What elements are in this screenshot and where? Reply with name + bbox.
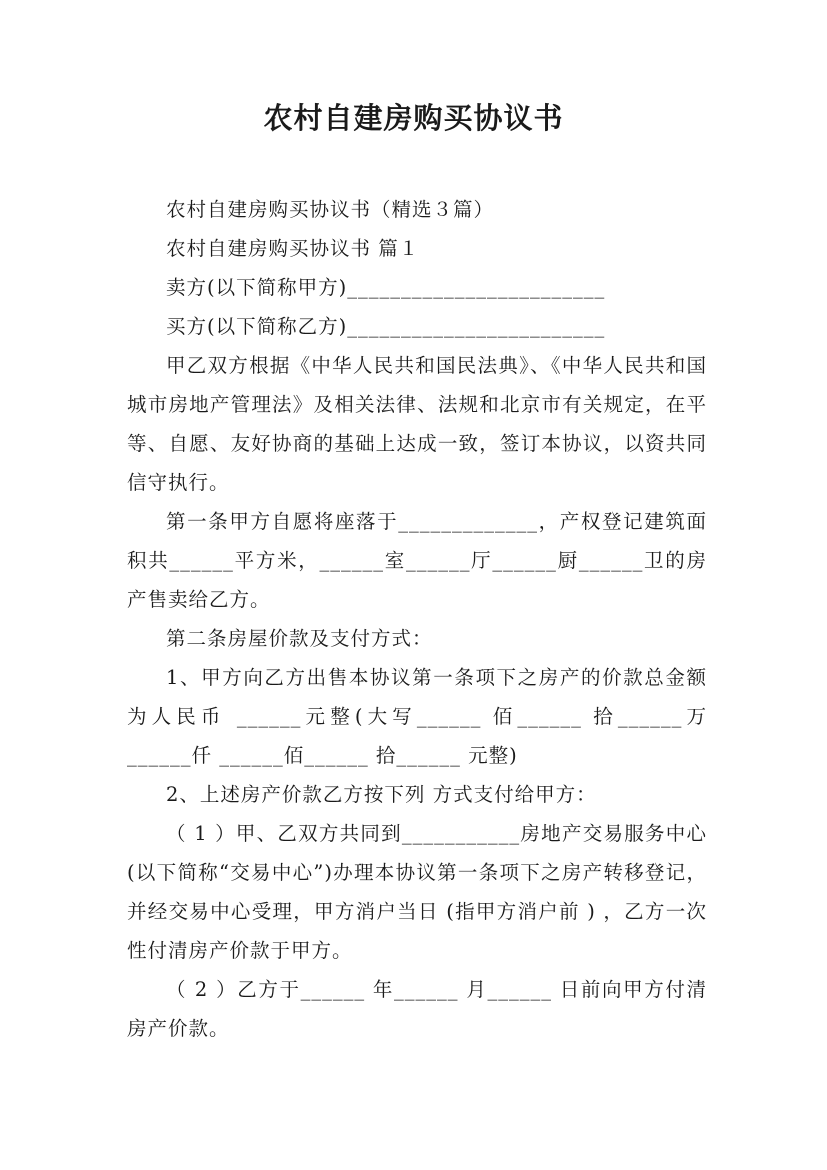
document-body (127, 190, 715, 1048)
paragraph-buyer: 买方(以下简称乙方)________________________ (166, 315, 606, 338)
document-title: 农村自建房购买协议书 (263, 101, 564, 135)
paragraph-clause-2-2: （ 2 ）乙方于______ 年______ 月______ 日前向甲方付清房产价款。 (127, 978, 707, 1040)
paragraph-clause-2-1: （ 1 ）甲、乙双方共同到___________房地产交易服务中心(以下简称“交易中心”)办理本协议第一条项下之房产转移登记，并经交易中心受理，甲方消户当日 (指甲方消户前 ) ，乙方一次性付清房产价款于甲方。 (127, 822, 707, 962)
paragraph-section-heading: 农村自建房购买协议书 篇１ (166, 237, 420, 260)
paragraph-seller: 卖方(以下简称甲方)________________________ (166, 276, 606, 299)
paragraph-article-2-heading: 第二条房屋价款及支付方式： (166, 627, 433, 650)
paragraph-article-1: 第一条甲方自愿将座落于_____________，产权登记建筑面积共______平方米，______室______厅______厨______卫的房产售卖给乙方。 (127, 510, 707, 611)
paragraph-preamble: 甲乙双方根据《中华人民共和国民法典》、《中华人民共和国城市房地产管理法》及相关法律、法规和北京市有关规定，在平等、自愿、友好协商的基础上达成一致，签订本协议，以资共同信守执行。 (127, 354, 707, 494)
paragraph-clause-2: 2、上述房产价款乙方按下列 方式支付给甲方： (166, 783, 597, 806)
paragraph-subtitle: 农村自建房购买协议书（精选３篇） (166, 198, 495, 221)
paragraph-clause-1: 1、甲方向乙方出售本协议第一条项下之房产的价款总金额为人民币 ______元整(大写______ 佰______ 拾______万 ______仟 ______佰______ 拾______ 元整) (127, 666, 715, 767)
